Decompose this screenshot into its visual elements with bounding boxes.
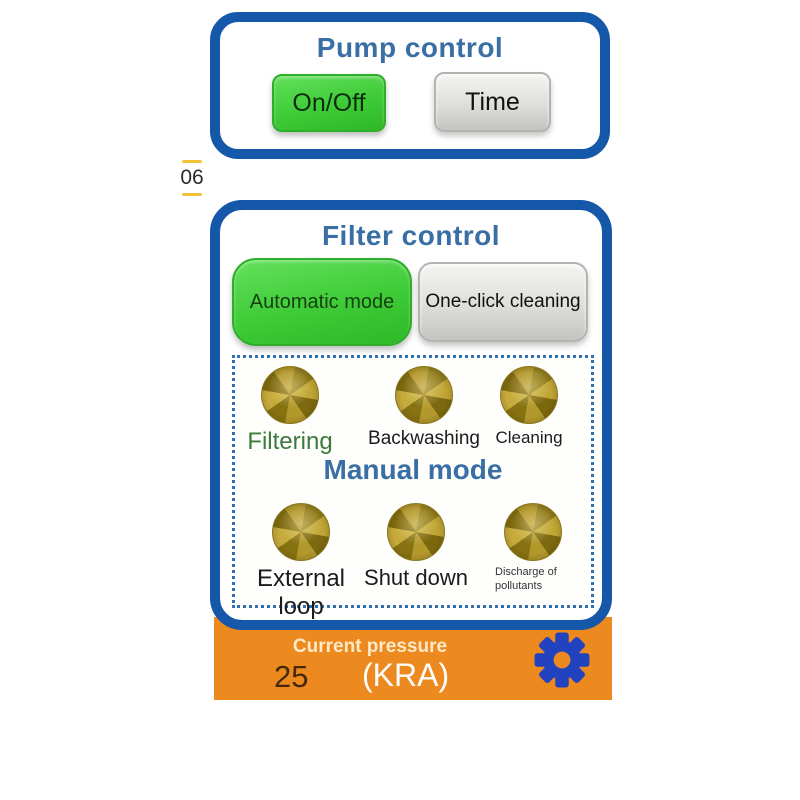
pump-control-title: Pump control: [316, 32, 504, 63]
valve-label-shut-down: Shut down: [364, 565, 468, 590]
valve-external-loop: [235, 503, 367, 621]
valve-knob-icon[interactable]: [387, 503, 445, 561]
valve-knob-icon[interactable]: [504, 503, 562, 561]
badge-number: 06: [180, 166, 204, 189]
valve-label-discharge: Discharge of pollutants: [495, 566, 557, 593]
valve-cleaning: [478, 366, 580, 448]
valve-backwashing: [363, 366, 485, 450]
automatic-mode-button[interactable]: Automatic mode: [232, 258, 412, 346]
valve-label-cleaning: Cleaning: [495, 428, 563, 447]
valve-label-backwashing: Backwashing: [368, 428, 480, 449]
valve-discharge: [485, 503, 581, 594]
filter-control-panel: [210, 200, 612, 630]
valve-label-filtering: Filtering: [247, 428, 333, 455]
filter-control-title: Filter control: [321, 220, 501, 251]
valve-label-external-loop: External loop: [256, 565, 346, 620]
manual-mode-title: Manual mode: [323, 454, 503, 485]
pump-on-off-button[interactable]: On/Off: [272, 74, 386, 132]
valve-knob-icon[interactable]: [261, 366, 319, 424]
current-pressure-value: 25: [274, 659, 309, 694]
valve-filtering: [235, 366, 345, 456]
pump-control-panel: [210, 12, 610, 159]
manual-mode-zone: [232, 355, 594, 620]
pump-time-button[interactable]: Time: [434, 72, 551, 132]
settings-button[interactable]: [534, 632, 590, 688]
valve-knob-icon[interactable]: [395, 366, 453, 424]
gear-icon: [534, 632, 590, 688]
badge-dash-top: [182, 160, 202, 163]
current-pressure-unit: (KRA): [362, 657, 450, 693]
one-click-cleaning-button[interactable]: One-click cleaning: [418, 262, 588, 342]
valve-knob-icon[interactable]: [500, 366, 558, 424]
badge-dash-bottom: [182, 193, 202, 196]
valve-knob-icon[interactable]: [272, 503, 330, 561]
valve-shut-down: [351, 503, 481, 591]
step-badge: [168, 160, 216, 196]
current-pressure-label: Current pressure: [292, 636, 448, 657]
